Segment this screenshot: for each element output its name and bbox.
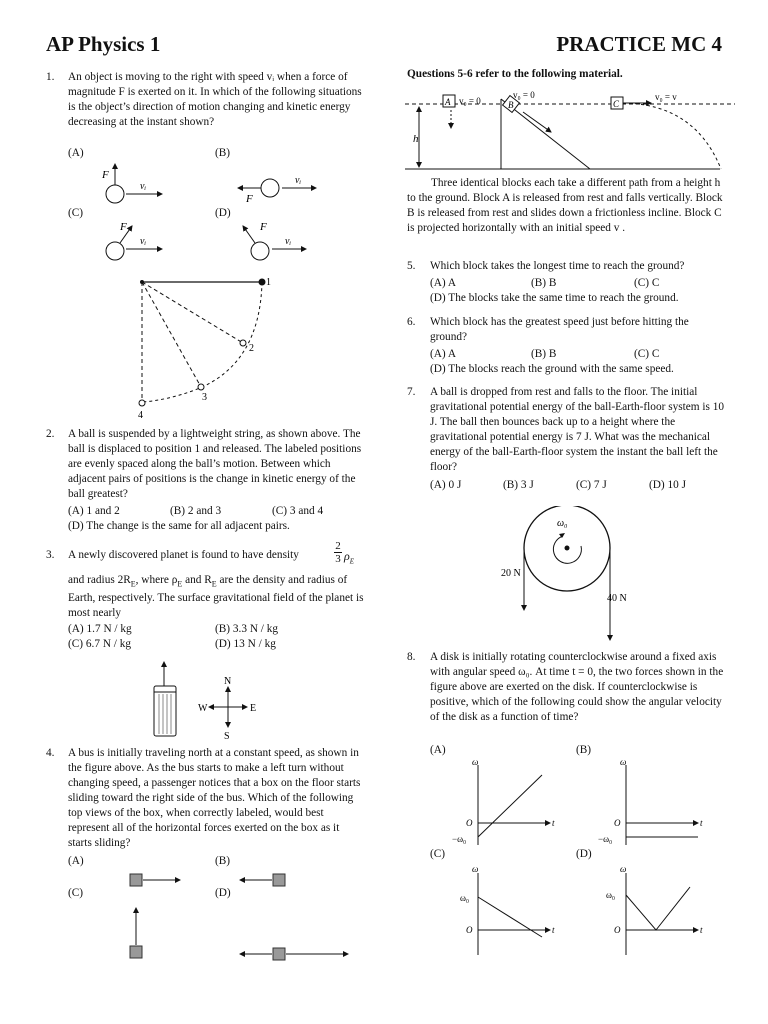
q56-intro: Questions 5-6 refer to the following material.	[407, 68, 623, 80]
svg-text:t: t	[552, 925, 555, 935]
bus-compass-diagram	[140, 658, 270, 740]
q3-opt-a[interactable]: (A) 1.7 N / kg	[68, 623, 132, 635]
q3-opt-d[interactable]: (D) 13 N / kg	[215, 638, 276, 650]
q1-diagram-a	[101, 164, 162, 203]
q6-number: 6.	[407, 316, 416, 328]
q1-diagram-d	[243, 221, 306, 260]
force-40n-label: 40 N	[607, 593, 627, 604]
q7-opt-a[interactable]: (A) 0 J	[430, 479, 462, 491]
q5-opt-d[interactable]: (D) The blocks take the same time to reach the ground.	[430, 292, 679, 304]
q4-label-a: (A)	[68, 855, 84, 867]
q1-label-b: (B)	[215, 147, 231, 159]
q5-text: Which block takes the longest time to reach the ground?	[430, 260, 685, 272]
q4-label-d: (D)	[215, 887, 231, 899]
svg-text:F: F	[102, 169, 109, 181]
svg-text:B: B	[508, 100, 514, 110]
svg-text:ω: ω	[620, 864, 627, 874]
svg-text:h: h	[413, 133, 419, 145]
q1-label-a: (A)	[68, 147, 84, 159]
svg-text:F: F	[120, 221, 127, 233]
q4-box-diagrams	[90, 866, 360, 966]
q4-text: A bus is initially traveling north at a constant speed, as shown in the figure above. As the bus starts to make a left turn without changing speed, a passenger notices that a box on the floor starts sliding toward the right side of the bus. Which of the following top views of the box, when correctly labeled, would best represent all of the horizontal forces exerted on the box as it starts sliding?	[68, 747, 361, 849]
svg-text:vᵢ: vᵢ	[295, 175, 302, 186]
q4-diagram-c	[130, 908, 142, 958]
q56-description: Three identical blocks each take a different path from a height h to the ground. Block A is released from rest and falls vertically. Block B is released from rest and slides down a frictionless incline. Block C is projected horizontally with an initial speed v .	[407, 177, 723, 234]
q7-opt-b[interactable]: (B) 3 J	[503, 479, 534, 491]
q7-opt-c[interactable]: (C) 7 J	[576, 479, 607, 491]
q4-diagram-d	[240, 948, 348, 960]
q6-text: Which block has the greatest speed just before hitting the ground?	[430, 316, 689, 343]
pos-4-label: 4	[138, 410, 143, 421]
svg-text:vᵢ: vᵢ	[140, 236, 147, 247]
q2-opt-a[interactable]: (A) 1 and 2	[68, 505, 120, 517]
q8-graph-b	[598, 757, 703, 845]
q1-diagram-c	[106, 221, 162, 260]
q3-fraction: 2 3	[335, 540, 341, 565]
q7-opt-d[interactable]: (D) 10 J	[649, 479, 687, 491]
q2-text: A ball is suspended by a lightweight string, as shown above. The ball is displaced to position 1 and released. The labeled positions are evenly spaced along the ball’s motion. Between which adjacent pairs of positions is the change in kinetic energy of the ball greatest?	[68, 428, 362, 500]
q8-text: A disk is initially rotating counterclockwise around a fixed axis with angular speed ω₀. At time t = 0, the two forces shown in the figure above are exerted on the disk. If counterclockwise is positive, which of the following could show the angular velocity of the disk as a function of time?	[430, 651, 724, 723]
q1-label-c: (C)	[68, 207, 84, 219]
svg-text:C: C	[613, 99, 620, 109]
pos-2-label: 2	[249, 343, 254, 354]
svg-text:O: O	[466, 925, 473, 935]
svg-text:−ω₀: −ω₀	[452, 834, 467, 844]
svg-text:v₀ = 0: v₀ = 0	[459, 96, 481, 106]
q2-opt-d[interactable]: (D) The change is the same for all adjacent pairs.	[68, 520, 290, 532]
pos-3-label: 3	[202, 392, 207, 403]
svg-text:vᵢ: vᵢ	[285, 236, 292, 247]
q8-number: 8.	[407, 651, 416, 663]
svg-text:O: O	[614, 925, 621, 935]
q1-diagram-b	[238, 175, 316, 205]
q8-graph-d	[606, 864, 703, 955]
svg-text:t: t	[700, 925, 703, 935]
svg-text:W: W	[198, 703, 208, 714]
compass-icon	[198, 676, 256, 740]
svg-text:ω: ω	[472, 864, 479, 874]
svg-text:ω₀: ω₀	[606, 890, 616, 900]
q5-opt-b[interactable]: (B) B	[531, 277, 557, 289]
q8-label-c: (C)	[430, 848, 446, 860]
q2-opt-c[interactable]: (C) 3 and 4	[272, 505, 324, 517]
svg-text:ω: ω	[472, 757, 479, 767]
q3-number: 3.	[46, 549, 55, 561]
q6-opt-b[interactable]: (B) B	[531, 348, 557, 360]
svg-text:v₀ = 0: v₀ = 0	[513, 90, 535, 100]
q4-diagram-b	[240, 874, 285, 886]
q5-opt-c[interactable]: (C) C	[634, 277, 660, 289]
svg-text:F: F	[246, 193, 253, 205]
q7-number: 7.	[407, 386, 416, 398]
pos-1-label: 1	[266, 277, 271, 288]
q6-opt-c[interactable]: (C) C	[634, 348, 660, 360]
q6-opt-d[interactable]: (D) The blocks reach the ground with the same speed.	[430, 363, 674, 375]
svg-text:ω: ω	[620, 757, 627, 767]
svg-text:S: S	[224, 731, 230, 740]
q8-graph-a	[452, 757, 555, 845]
q8-label-d: (D)	[576, 848, 592, 860]
svg-text:ω₀: ω₀	[557, 518, 568, 529]
q8-graphs	[450, 755, 720, 965]
q4-number: 4.	[46, 747, 55, 759]
q1-diagrams	[90, 156, 340, 266]
q8-label-a: (A)	[430, 744, 446, 756]
q1-text: An object is moving to the right with speed vᵢ when a force of magnitude F is exerted on it. In which of the following situations is the object’s direction of motion changing and kinetic energy decreasing at the instant shown?	[68, 71, 362, 128]
q5-opt-a[interactable]: (A) A	[430, 277, 457, 289]
q4-diagram-a	[130, 874, 180, 886]
q1-number: 1.	[46, 71, 55, 83]
blocks-diagram	[405, 86, 735, 172]
q3-text-2: and radius $2R_E$, where $\rho_E$ and $R_E$ are the density and radius of Earth, respectively. The surface gravitational field of the planet is most nearly	[68, 574, 364, 620]
svg-text:−ω₀: −ω₀	[598, 834, 613, 844]
q3-text-1: A newly discovered planet is found to have density	[68, 549, 299, 561]
svg-text:t: t	[552, 818, 555, 828]
svg-text:O: O	[614, 818, 621, 828]
svg-text:N: N	[224, 676, 232, 687]
svg-text:v₀ = v: v₀ = v	[655, 92, 677, 102]
q4-label-b: (B)	[215, 855, 231, 867]
svg-text:vᵢ: vᵢ	[140, 181, 147, 192]
pendulum-diagram	[130, 272, 290, 422]
svg-text:O: O	[466, 818, 473, 828]
q1-label-d: (D)	[215, 207, 231, 219]
bus-icon	[154, 686, 176, 736]
q5-number: 5.	[407, 260, 416, 272]
svg-text:F: F	[260, 221, 267, 233]
q3-opt-c[interactable]: (C) 6.7 N / kg	[68, 638, 132, 650]
svg-text:A: A	[445, 97, 451, 107]
q4-label-c: (C)	[68, 887, 84, 899]
worksheet-title: PRACTICE MC 4	[556, 32, 722, 56]
svg-text:t: t	[700, 818, 703, 828]
force-20n-label: 20 N	[501, 568, 521, 579]
q2-opt-b[interactable]: (B) 2 and 3	[170, 505, 222, 517]
q6-opt-a[interactable]: (A) A	[430, 348, 457, 360]
svg-text:E: E	[250, 703, 257, 714]
q2-number: 2.	[46, 428, 55, 440]
q7-text: A ball is dropped from rest and falls to the floor. The initial gravitational potential energy of the ball-Earth-floor system is 10 J. The ball then bounces back up to a height where the gravitational potential energy is 7 J. What was the mechanical energy of the ball-Earth-floor system the instant the ball left the floor?	[430, 386, 725, 473]
disk-diagram	[495, 506, 645, 646]
svg-text:ω₀: ω₀	[460, 893, 470, 903]
q3-opt-b[interactable]: (B) 3.3 N / kg	[215, 623, 279, 635]
q3-rho: $\rho_E$	[344, 549, 355, 566]
course-title: AP Physics 1	[46, 32, 161, 56]
q8-graph-c	[460, 864, 555, 955]
q8-label-b: (B)	[576, 744, 592, 756]
